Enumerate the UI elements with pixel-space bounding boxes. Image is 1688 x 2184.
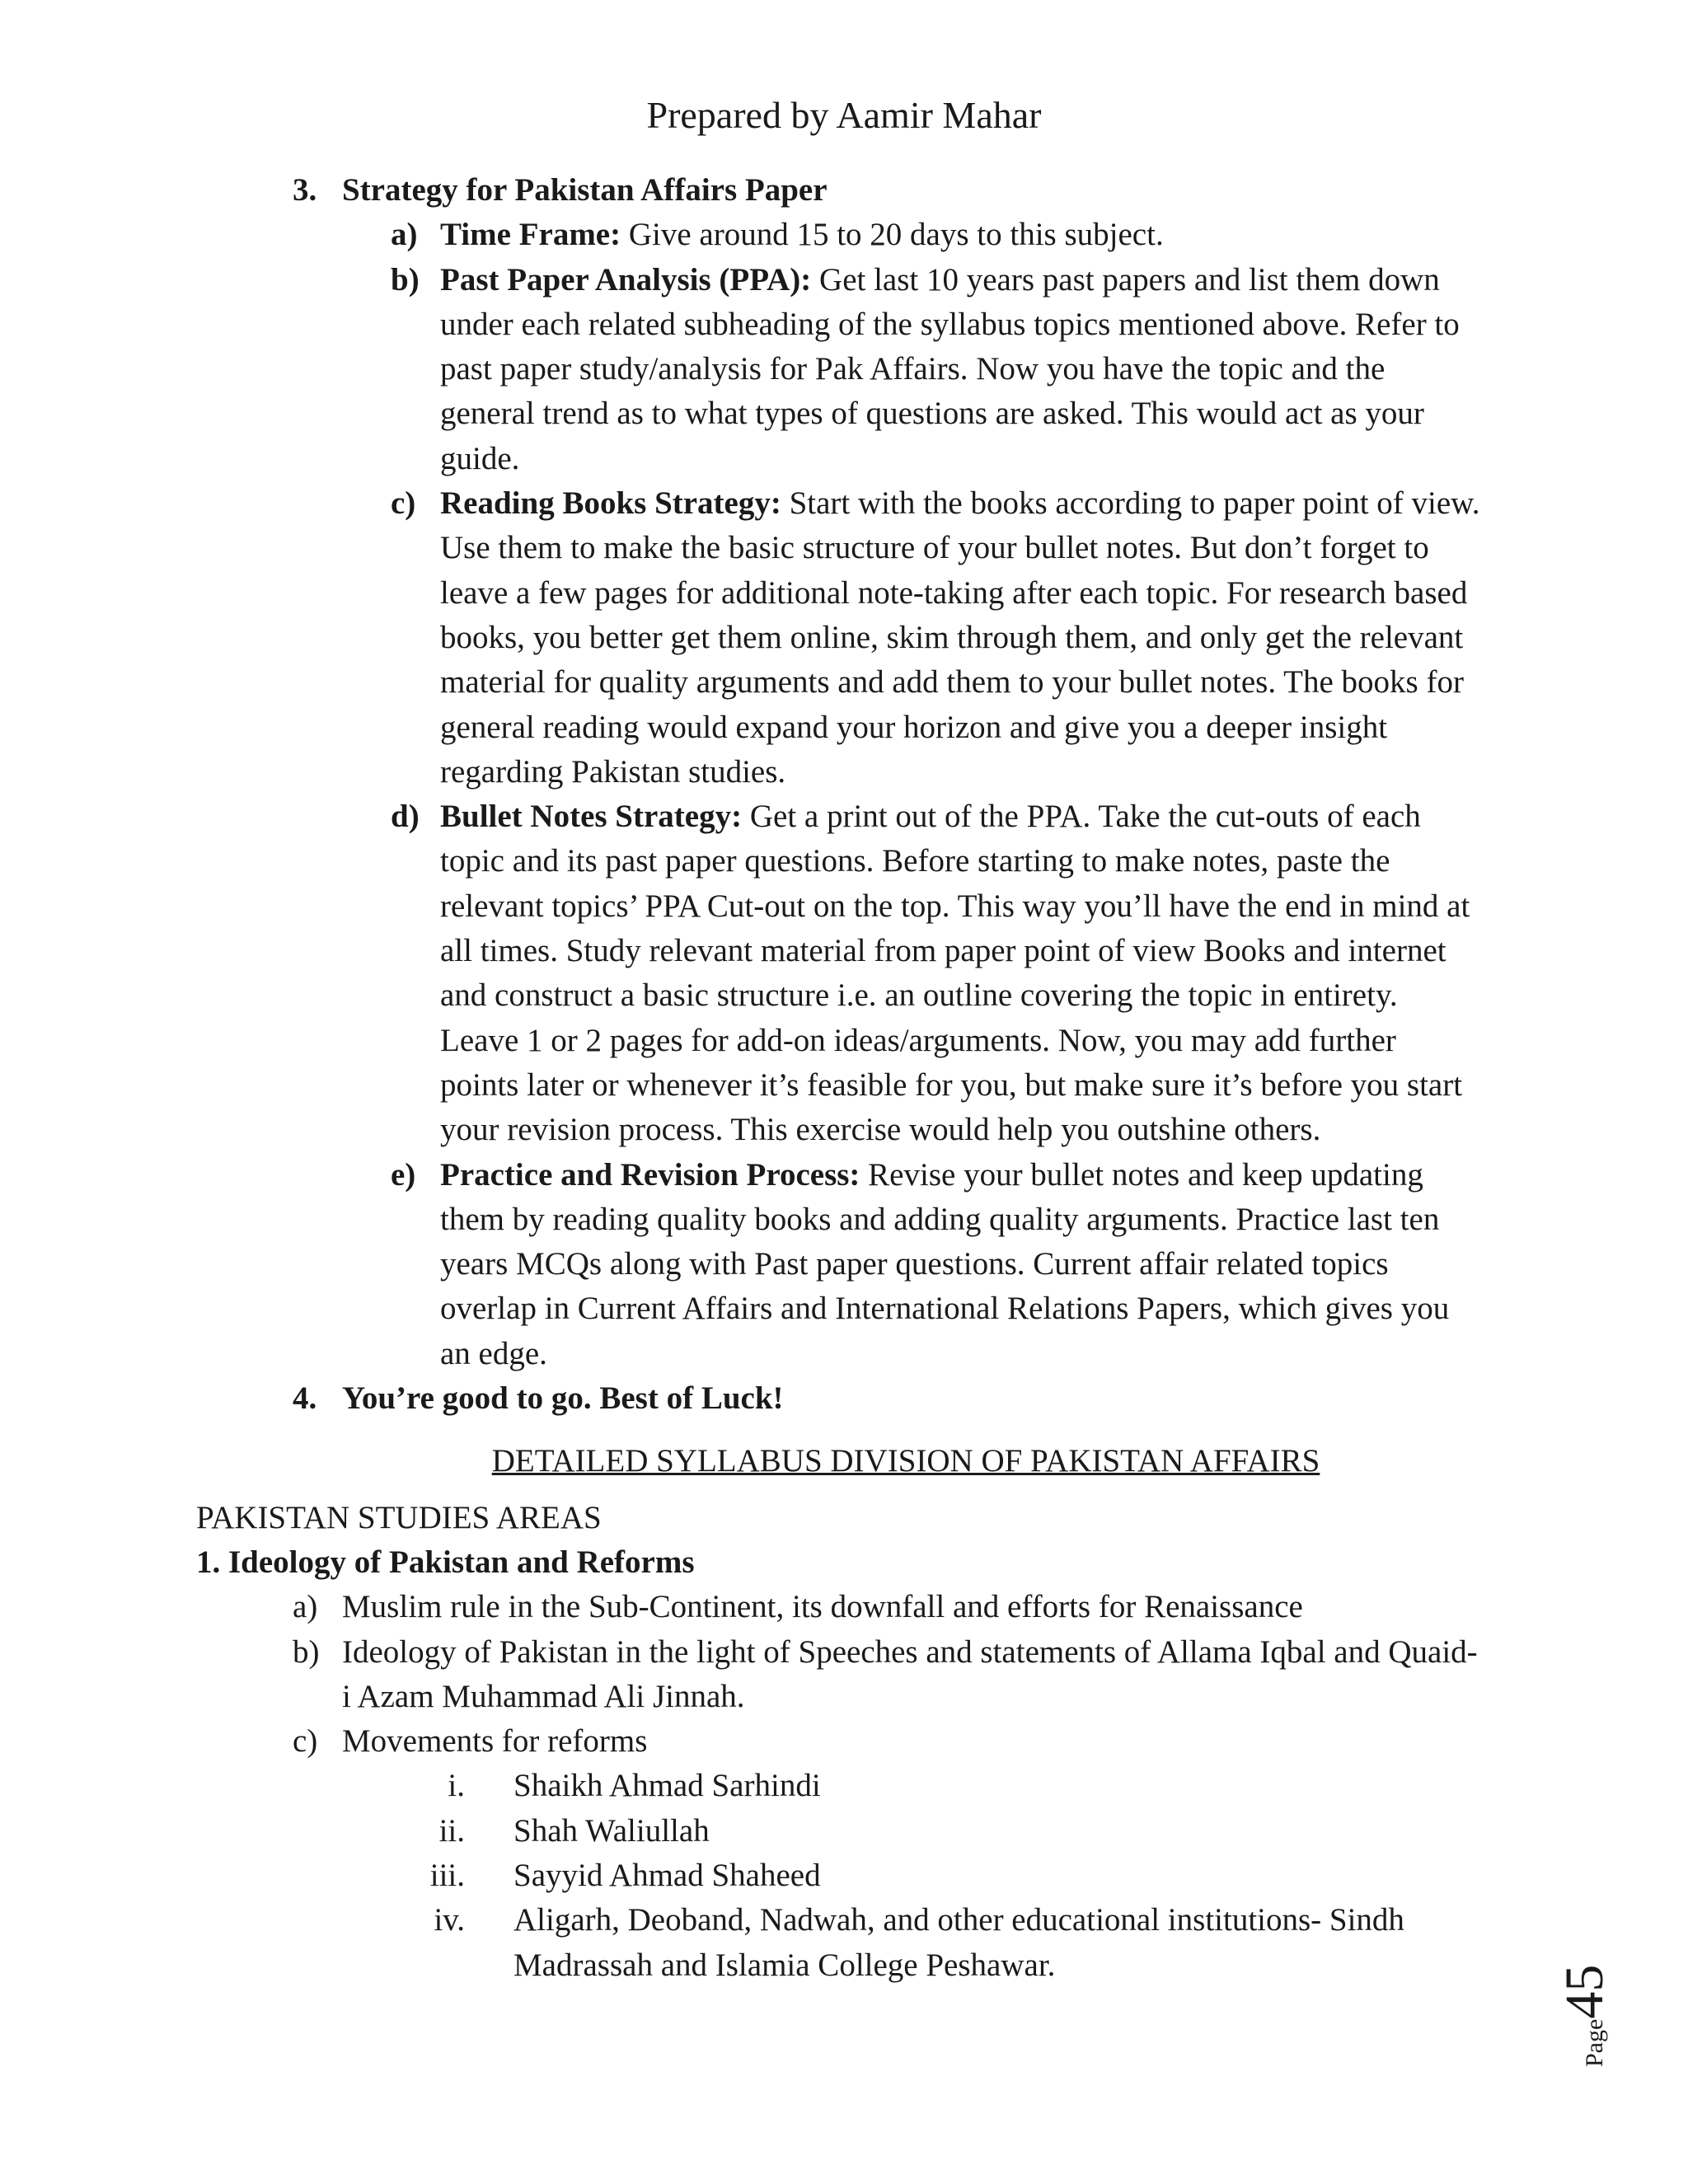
strategy-heading-row <box>0 168 1688 213</box>
section-1-heading: 1. Ideology of Pakistan and Reforms <box>196 1544 695 1580</box>
syllabus-heading: DETAILED SYLLABUS DIVISION OF PAKISTAN AFFAIRS <box>491 1443 1320 1479</box>
areas-heading: PAKISTAN STUDIES AREAS <box>196 1499 602 1535</box>
page-number-value: 45 <box>1554 1964 1615 2019</box>
list-number: 4. <box>293 1380 317 1417</box>
list-item-text <box>440 213 1480 257</box>
list-numeral: ii. <box>438 1812 465 1849</box>
section-1-item <box>0 1585 1688 1629</box>
list-letter: b) <box>391 261 420 298</box>
item-label: Reading Books Strategy: <box>440 485 781 522</box>
list-item-text: Sayyid Ahmad Shaheed <box>513 1857 821 1893</box>
item-body: Give around 15 to 20 days to this subject. <box>621 217 1164 253</box>
list-letter: e) <box>391 1156 416 1193</box>
list-item-text: Movements for reforms <box>342 1723 648 1760</box>
list-item-text: Shaikh Ahmad Sarhindi <box>513 1768 821 1804</box>
item-body: Get a print out of the PPA. Take the cut-outs of each topic and its past paper questions. Before starting to make notes, paste the relevant topics’ PPA Cut-out on the top. This way you’ll have the end in mind at all times. Study relevant material from paper point of view Books and internet and construct a basic structure i.e. an outline covering the topic in entirety. Leave 1 or 2 pages for add-on ideas/arguments. Now, you may add further points later or whenever it’s feasible for you, but make sure it’s before you start your revision process. This exercise would help you outshine others. <box>440 799 1470 1148</box>
item-label: Past Paper Analysis (PPA): <box>440 261 812 298</box>
strategy-item-reading-books <box>0 481 1688 794</box>
list-number: 3. <box>293 172 317 208</box>
item-body: Revise your bullet notes and keep updating them by reading quality books and adding quality arguments. Practice last ten years MCQs along with Past paper questions. Current affair related topics overlap in Current Affairs and International Relations Papers, which gives you an edge. <box>440 1156 1450 1371</box>
page-label: Page <box>1581 2018 1608 2067</box>
list-letter: a) <box>293 1589 318 1625</box>
strategy-item-bullet-notes <box>0 794 1688 1152</box>
page-number-rotated <box>1554 1964 1615 2067</box>
reform-movement-item <box>0 1898 1688 1988</box>
page-header: Prepared by Aamir Mahar <box>646 94 1042 136</box>
reform-movement-item <box>0 1764 1688 1808</box>
list-letter: c) <box>293 1723 318 1760</box>
reform-movement-item <box>0 1854 1688 1898</box>
list-item-text <box>440 794 1480 1152</box>
list-item-text: Shah Waliullah <box>513 1812 710 1849</box>
strategy-item-time-frame <box>0 213 1688 257</box>
list-item-text <box>440 1153 1480 1376</box>
strategy-heading: Strategy for Pakistan Affairs Paper <box>342 172 828 208</box>
list-numeral: iv. <box>434 1902 465 1938</box>
item-label: Bullet Notes Strategy: <box>440 799 743 835</box>
closing-row <box>0 1376 1688 1421</box>
list-numeral: iii. <box>429 1857 465 1893</box>
closing-text: You’re good to go. Best of Luck! <box>342 1380 784 1417</box>
list-letter: c) <box>391 485 416 522</box>
list-letter: b) <box>293 1633 320 1670</box>
strategy-item-past-paper-analysis <box>0 258 1688 481</box>
item-label: Time Frame: <box>440 217 621 253</box>
page-number <box>1550 1920 1648 2069</box>
list-letter: d) <box>391 799 420 835</box>
list-item-text: Muslim rule in the Sub-Continent, its downfall and efforts for Renaissance <box>342 1589 1303 1625</box>
item-label: Practice and Revision Process: <box>440 1156 860 1193</box>
section-1-item <box>0 1630 1688 1720</box>
list-item-text <box>440 258 1480 481</box>
strategy-item-practice-revision <box>0 1153 1688 1376</box>
document-body <box>0 168 1688 1988</box>
list-numeral: i. <box>448 1768 465 1804</box>
list-item-text: Aligarh, Deoband, Nadwah, and other educational institutions- Sindh Madrassah and Islamia College Peshawar. <box>513 1902 1404 1983</box>
reform-movement-item <box>0 1809 1688 1854</box>
list-letter: a) <box>391 217 418 253</box>
list-item-text: Ideology of Pakistan in the light of Speeches and statements of Allama Iqbal and Quaid- i Azam Muhammad Ali Jinnah. <box>342 1633 1478 1714</box>
item-body: Get last 10 years past papers and list them down under each related subheading of the syllabus topics mentioned above. Refer to past paper study/analysis for Pak Affairs. Now you have the topic and the general trend as to what types of questions are asked. This would act as your guide. <box>440 261 1460 476</box>
section-1-item <box>0 1719 1688 1764</box>
list-item-text <box>440 481 1480 794</box>
item-body: Start with the books according to paper point of view. Use them to make the basic structure of your bullet notes. But don’t forget to leave a few pages for additional note-taking after each topic. For research based books, you better get them online, skim through them, and only get the relevant material for quality arguments and add them to your bullet notes. The books for general reading would expand your horizon and give you a deeper insight regarding Pakistan studies. <box>440 485 1480 790</box>
